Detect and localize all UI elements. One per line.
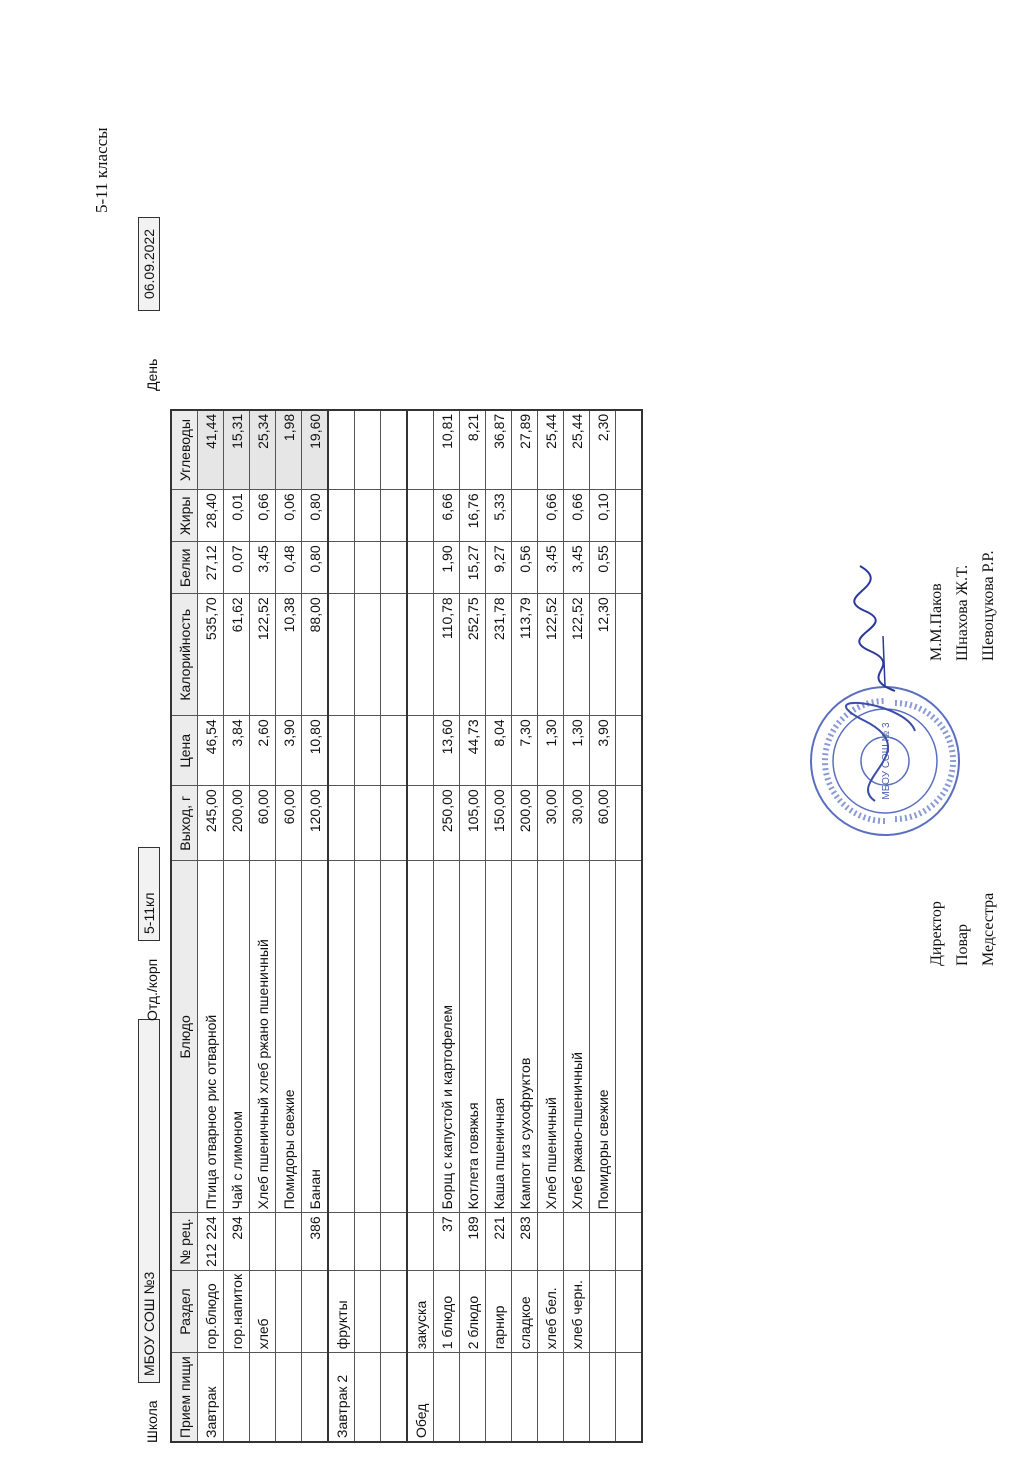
col-header: Углеводы	[171, 410, 198, 490]
table-cell	[381, 594, 408, 716]
table-cell	[328, 542, 355, 594]
table-cell	[407, 410, 434, 490]
table-row	[276, 410, 302, 1442]
table-row	[328, 410, 355, 1442]
table-cell: Завтрак	[198, 1353, 224, 1442]
role-director: Директор	[928, 901, 945, 966]
table-row	[302, 410, 329, 1442]
table-cell: гор.напиток	[224, 1270, 250, 1352]
table-cell	[564, 1213, 590, 1271]
table-cell: 3,45	[538, 542, 564, 594]
table-cell: 10,38	[276, 594, 302, 716]
table-cell: сладкое	[512, 1270, 538, 1352]
table-row	[381, 410, 408, 1442]
table-cell: 2,30	[590, 410, 616, 490]
col-header: Цена	[171, 716, 198, 786]
table-cell: 0,07	[224, 542, 250, 594]
table-cell	[328, 716, 355, 786]
table-row	[355, 410, 381, 1442]
table-cell: 13,60	[434, 716, 460, 786]
menu-table	[170, 409, 643, 1443]
table-cell: 27,12	[198, 542, 224, 594]
table-cell: 30,00	[564, 786, 590, 861]
table-body	[198, 410, 643, 1442]
day-label: День	[144, 358, 160, 391]
role-cook: Повар	[954, 924, 971, 966]
table-cell: 5,33	[486, 490, 512, 542]
dept-label: Отд./корп	[144, 958, 160, 1021]
table-cell	[538, 1213, 564, 1271]
table-cell	[616, 410, 643, 490]
table-cell	[616, 1270, 643, 1352]
table-cell: 8,04	[486, 716, 512, 786]
table-cell: 10,81	[434, 410, 460, 490]
table-row	[538, 410, 564, 1442]
table-cell: 120,00	[302, 786, 329, 861]
table-cell: 25,44	[538, 410, 564, 490]
table-row	[460, 410, 486, 1442]
table-cell: Чай с лимоном	[224, 861, 250, 1213]
table-cell	[302, 1353, 329, 1442]
signature-icon	[845, 556, 915, 696]
table-cell: Хлеб пшеничный хлеб ржано пшеничный	[250, 861, 276, 1213]
table-cell: 200,00	[224, 786, 250, 861]
table-cell	[328, 861, 355, 1213]
table-cell: 61,62	[224, 594, 250, 716]
table-cell: Помидоры свежие	[590, 861, 616, 1213]
table-cell: 3,90	[590, 716, 616, 786]
table-cell: 25,34	[250, 410, 276, 490]
table-cell: 1 блюдо	[434, 1270, 460, 1352]
table-cell	[328, 410, 355, 490]
table-cell: 1,98	[276, 410, 302, 490]
table-cell	[616, 542, 643, 594]
table-cell: 41,44	[198, 410, 224, 490]
col-header: Прием пищи	[171, 1353, 198, 1442]
table-cell: 88,00	[302, 594, 329, 716]
table-cell: 9,27	[486, 542, 512, 594]
table-cell: 283	[512, 1213, 538, 1271]
table-row	[198, 410, 224, 1442]
table-cell	[616, 1213, 643, 1271]
table-cell: 3,45	[250, 542, 276, 594]
table-cell: 1,90	[434, 542, 460, 594]
name-cook: Шнахова Ж.Т.	[954, 564, 971, 661]
table-cell	[564, 1353, 590, 1442]
table-cell	[381, 542, 408, 594]
table-cell	[276, 1213, 302, 1271]
table-cell: 200,00	[512, 786, 538, 861]
day-value: 06.09.2022	[138, 217, 160, 311]
table-cell	[407, 542, 434, 594]
table-cell: Котлета говяжья	[460, 861, 486, 1213]
table-cell: 25,44	[564, 410, 590, 490]
table-cell	[616, 594, 643, 716]
table-cell	[381, 1213, 408, 1271]
table-header-row	[171, 410, 198, 1442]
table-cell	[616, 716, 643, 786]
table-cell	[355, 716, 381, 786]
table-cell: 0,66	[564, 490, 590, 542]
table-cell: 189	[460, 1213, 486, 1271]
table-cell	[407, 594, 434, 716]
table-cell	[302, 1270, 329, 1352]
table-cell	[355, 410, 381, 490]
table-cell: 105,00	[460, 786, 486, 861]
table-cell	[616, 861, 643, 1213]
table-cell: 0,66	[538, 490, 564, 542]
table-cell: 60,00	[590, 786, 616, 861]
table-cell: Банан	[302, 861, 329, 1213]
school-value: МБОУ СОШ №3	[138, 1019, 160, 1383]
table-cell	[381, 786, 408, 861]
table-cell: Хлеб пшеничный	[538, 861, 564, 1213]
table-cell: 386	[302, 1213, 329, 1271]
table-cell	[276, 1270, 302, 1352]
table-cell: 0,80	[302, 490, 329, 542]
table-cell: 6,66	[434, 490, 460, 542]
name-director: М.М.Паков	[928, 583, 945, 661]
table-cell: 8,21	[460, 410, 486, 490]
table-cell: Обед	[407, 1353, 434, 1442]
table-cell	[407, 490, 434, 542]
table-cell: 250,00	[434, 786, 460, 861]
table-cell	[328, 1213, 355, 1271]
table-cell: закуска	[407, 1270, 434, 1352]
table-cell	[486, 1353, 512, 1442]
table-cell	[460, 1353, 486, 1442]
table-cell	[328, 786, 355, 861]
table-cell: 10,80	[302, 716, 329, 786]
table-cell	[381, 716, 408, 786]
table-cell	[512, 1353, 538, 1442]
table-cell: хлеб черн.	[564, 1270, 590, 1352]
table-cell	[616, 490, 643, 542]
table-cell	[381, 1270, 408, 1352]
table-cell: 0,01	[224, 490, 250, 542]
table-cell	[590, 1213, 616, 1271]
col-header: Жиры	[171, 490, 198, 542]
table-cell: 7,30	[512, 716, 538, 786]
signature-names	[928, 551, 1006, 661]
table-cell: 44,73	[460, 716, 486, 786]
table-cell	[355, 786, 381, 861]
table-cell: 2 блюдо	[460, 1270, 486, 1352]
table-cell: 1,30	[538, 716, 564, 786]
name-nurse: Шевоцукова Р.Р.	[980, 550, 997, 661]
table-cell	[381, 861, 408, 1213]
table-cell: гарнир	[486, 1270, 512, 1352]
table-cell: гор.блюдо	[198, 1270, 224, 1352]
table-cell: 113,79	[512, 594, 538, 716]
table-cell: 0,06	[276, 490, 302, 542]
table-cell: 122,52	[250, 594, 276, 716]
signature-roles	[928, 893, 1006, 966]
table-cell	[355, 1353, 381, 1442]
table-cell: 27,89	[512, 410, 538, 490]
table-cell	[328, 490, 355, 542]
table-cell: хлеб бел.	[538, 1270, 564, 1352]
table-cell	[250, 1353, 276, 1442]
table-cell	[407, 716, 434, 786]
table-cell	[381, 410, 408, 490]
table-cell: Каша пшеничная	[486, 861, 512, 1213]
table-cell: Помидоры свежие	[276, 861, 302, 1213]
table-cell: 3,45	[564, 542, 590, 594]
table-cell: 0,80	[302, 542, 329, 594]
table-cell: 3,84	[224, 716, 250, 786]
table-cell: 231,78	[486, 594, 512, 716]
table-row	[407, 410, 434, 1442]
col-header: Раздел	[171, 1270, 198, 1352]
table-row	[512, 410, 538, 1442]
table-cell	[355, 1213, 381, 1271]
table-row	[250, 410, 276, 1442]
table-cell: Борщ с капустой и картофелем	[434, 861, 460, 1213]
table-cell: 535,70	[198, 594, 224, 716]
table-cell: 3,90	[276, 716, 302, 786]
table-row	[564, 410, 590, 1442]
table-cell: 28,40	[198, 490, 224, 542]
col-header: № рец.	[171, 1213, 198, 1271]
table-cell: 0,56	[512, 542, 538, 594]
table-cell	[355, 1270, 381, 1352]
table-cell: 0,55	[590, 542, 616, 594]
table-cell	[224, 1353, 250, 1442]
table-cell: 122,52	[538, 594, 564, 716]
school-label: Школа	[144, 1400, 160, 1443]
dept-value: 5-11кл	[138, 847, 160, 941]
table-cell	[616, 1353, 643, 1442]
table-cell	[590, 1270, 616, 1352]
table-cell	[590, 1353, 616, 1442]
table-cell	[381, 490, 408, 542]
table-cell: Завтрак 2	[328, 1353, 355, 1442]
table-cell	[276, 1353, 302, 1442]
table-cell	[512, 490, 538, 542]
table-cell: 16,76	[460, 490, 486, 542]
table-cell	[355, 594, 381, 716]
table-cell: 150,00	[486, 786, 512, 861]
table-cell	[328, 594, 355, 716]
table-cell: 221	[486, 1213, 512, 1271]
table-cell: хлеб	[250, 1270, 276, 1352]
table-row	[486, 410, 512, 1442]
table-cell: 60,00	[276, 786, 302, 861]
col-header: Выход, г	[171, 786, 198, 861]
table-cell	[355, 542, 381, 594]
table-cell: 1,30	[564, 716, 590, 786]
table-cell: 19,60	[302, 410, 329, 490]
table-cell: 36,87	[486, 410, 512, 490]
grade-label: 5-11 классы	[92, 127, 111, 213]
col-header: Блюдо	[171, 861, 198, 1213]
table-cell: 15,31	[224, 410, 250, 490]
table-row	[616, 410, 643, 1442]
table-row	[434, 410, 460, 1442]
stamp-seal-icon	[805, 681, 965, 841]
table-row	[224, 410, 250, 1442]
table-cell: Хлеб ржано-пшеничный	[564, 861, 590, 1213]
table-cell: 0,10	[590, 490, 616, 542]
table-cell: фрукты	[328, 1270, 355, 1352]
col-header: Калорийность	[171, 594, 198, 716]
col-header: Белки	[171, 542, 198, 594]
table-cell: Птица отварное рис отварной	[198, 861, 224, 1213]
table-cell: 60,00	[250, 786, 276, 861]
table-cell: 212 224	[198, 1213, 224, 1271]
table-cell: 15,27	[460, 542, 486, 594]
table-cell	[381, 1353, 408, 1442]
table-cell	[355, 490, 381, 542]
role-nurse: Медсестра	[980, 892, 997, 966]
table-cell: 122,52	[564, 594, 590, 716]
table-cell	[250, 1213, 276, 1271]
table-cell	[407, 786, 434, 861]
table-cell: 2,60	[250, 716, 276, 786]
table-cell	[538, 1353, 564, 1442]
table-cell	[434, 1353, 460, 1442]
table-cell: 0,66	[250, 490, 276, 542]
table-cell: 37	[434, 1213, 460, 1271]
table-cell	[407, 1213, 434, 1271]
table-cell: 294	[224, 1213, 250, 1271]
table-cell: 110,78	[434, 594, 460, 716]
table-cell	[616, 786, 643, 861]
table-row	[590, 410, 616, 1442]
table-cell: 46,54	[198, 716, 224, 786]
table-cell	[355, 861, 381, 1213]
table-cell: 245,00	[198, 786, 224, 861]
table-cell: 12,30	[590, 594, 616, 716]
table-cell	[407, 861, 434, 1213]
table-cell: 0,48	[276, 542, 302, 594]
table-cell: 252,75	[460, 594, 486, 716]
svg-text:МБОУ СОШ № 3: МБОУ СОШ № 3	[881, 722, 892, 800]
table-cell: Кампот из сухофруктов	[512, 861, 538, 1213]
table-cell: 30,00	[538, 786, 564, 861]
